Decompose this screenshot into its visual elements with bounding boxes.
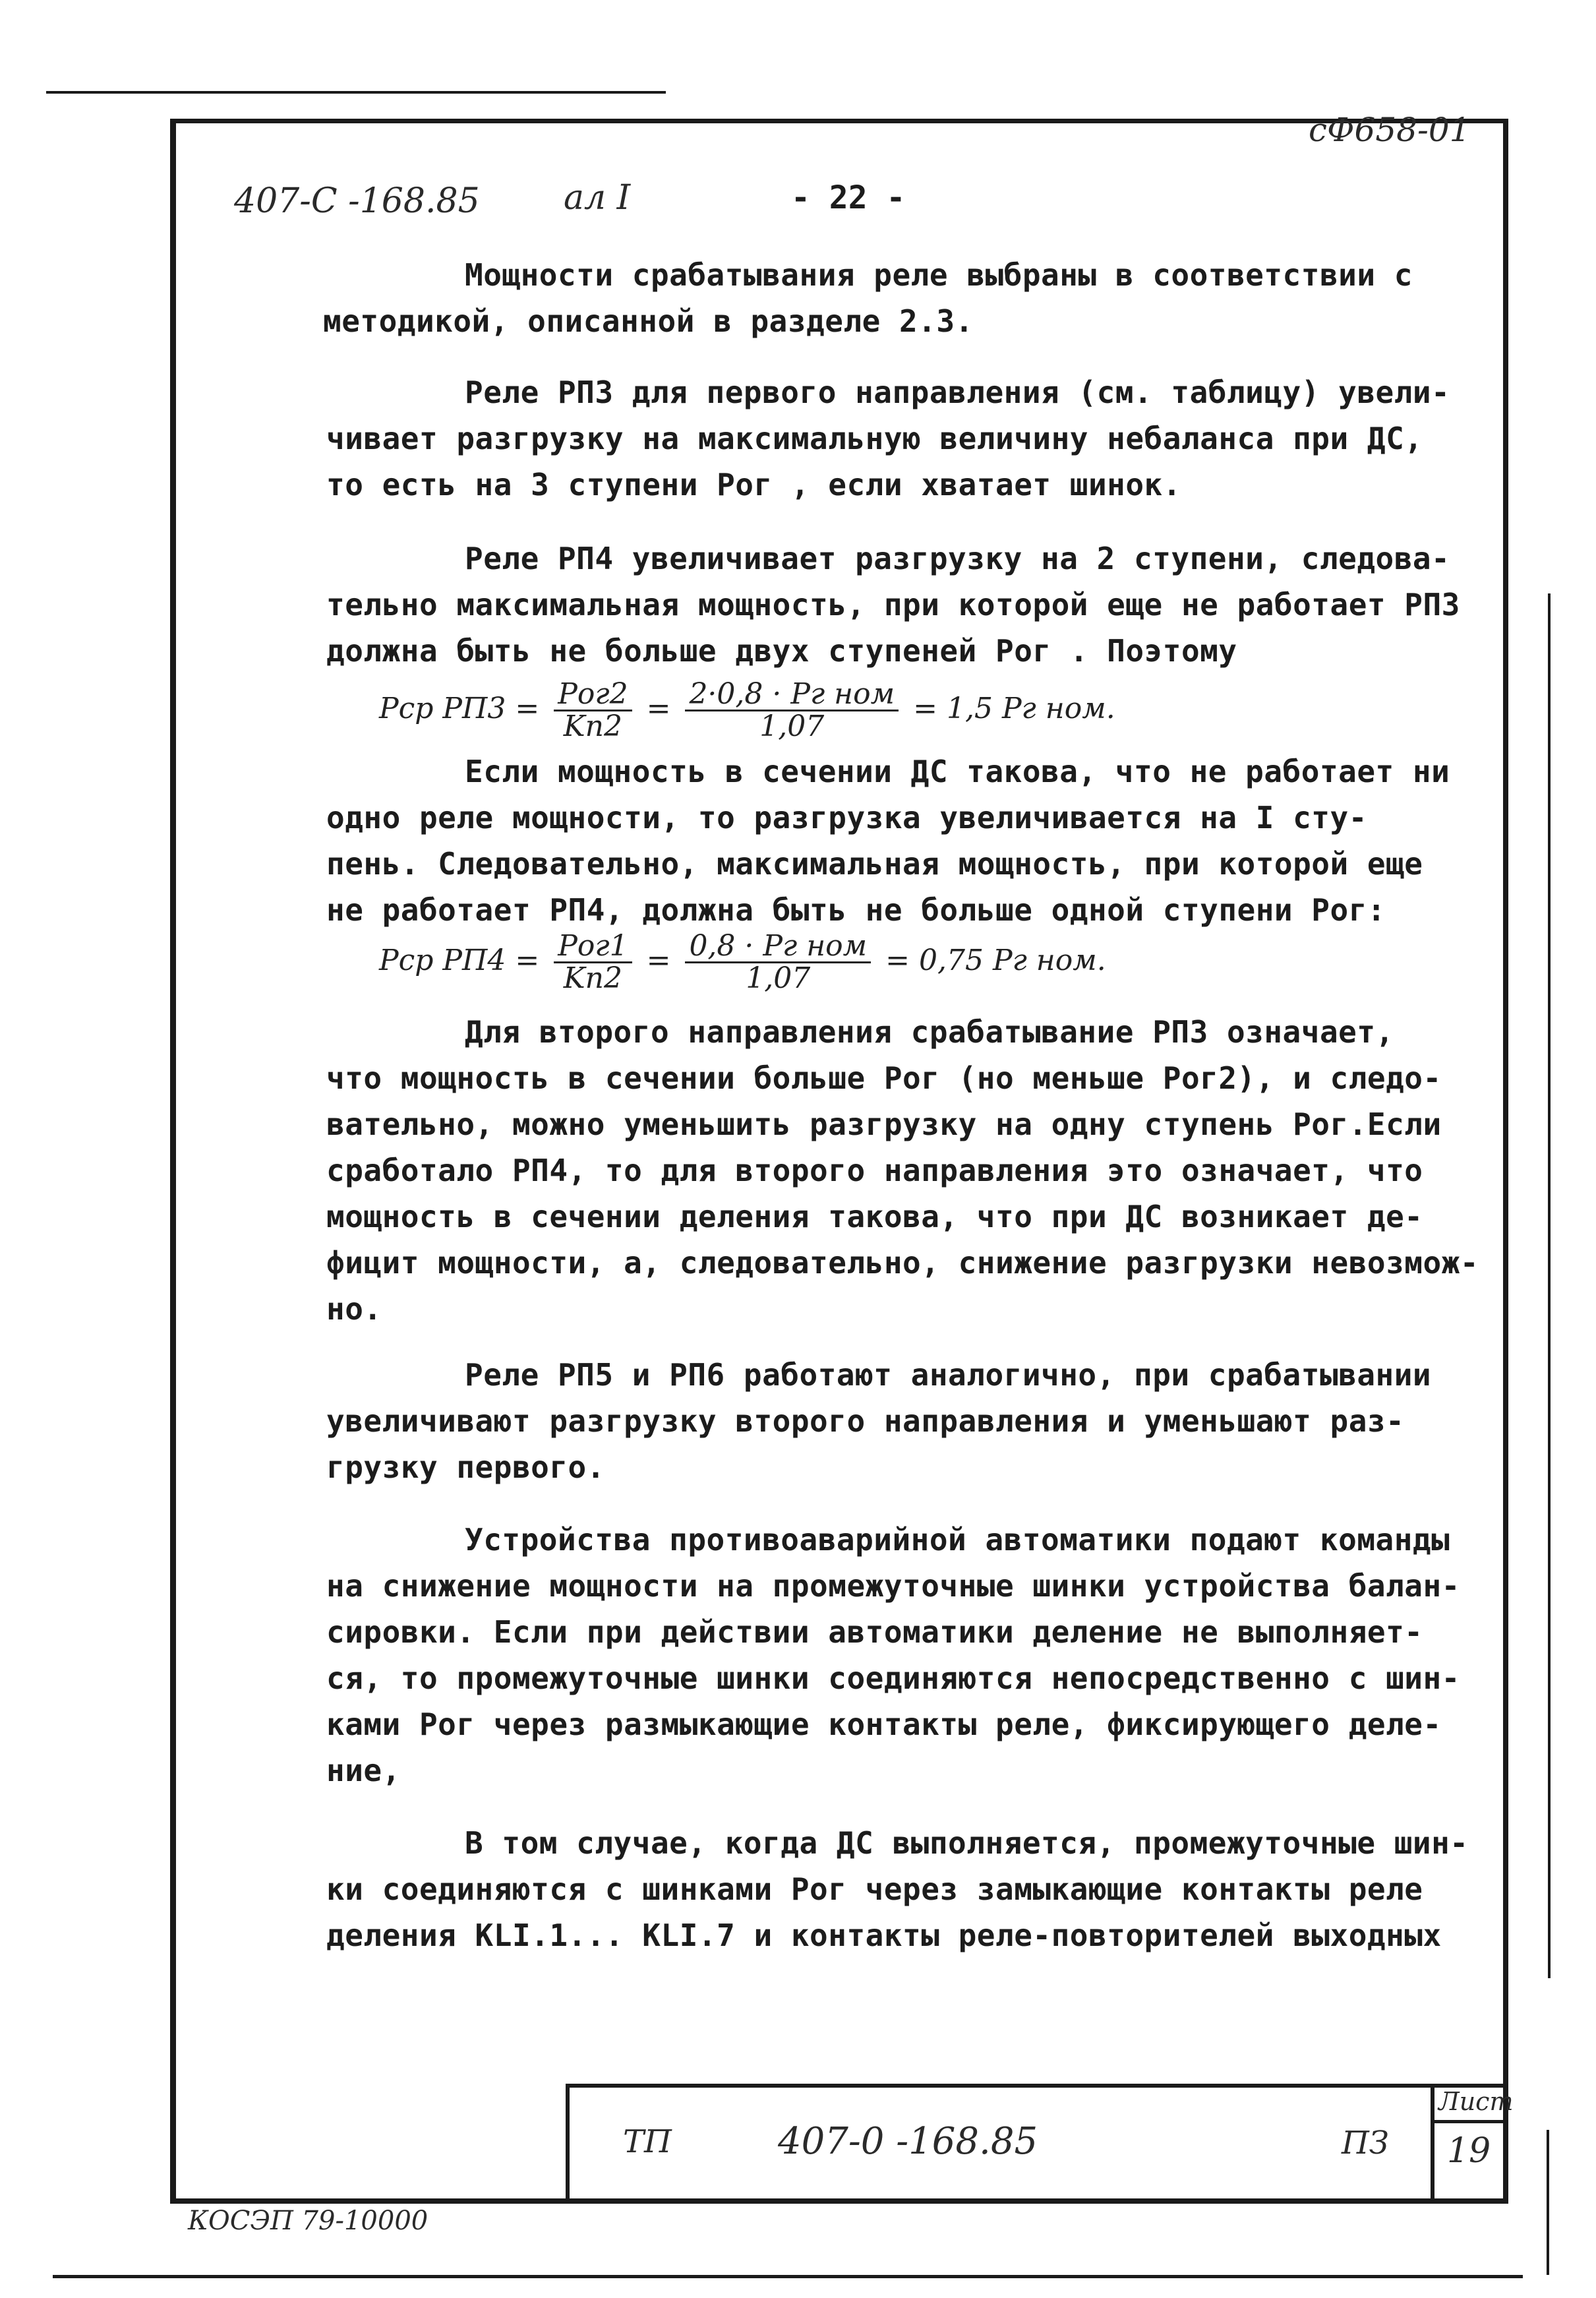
text-line: Если мощность в сечении ДС такова, что не работает ни (465, 754, 1450, 789)
right-margin-rule-lower (1547, 2130, 1549, 2275)
title-block-section: ПЗ (1342, 2125, 1389, 2162)
text-line: Реле РП4 увеличивает разгрузку на 2 ступени, следова- (465, 541, 1450, 576)
fraction (685, 679, 899, 742)
paragraph-2 (326, 369, 1450, 508)
text-line: фицит мощности, а, следовательно, снижение разгрузки невозмож- (326, 1245, 1479, 1281)
fraction-numerator: 2·0,8 · Pг ном (685, 679, 899, 711)
bottom-rule (53, 2275, 1523, 2278)
frame-bottom (170, 2198, 1508, 2204)
fraction (685, 931, 871, 994)
text-line: увеличивают разгрузку второго направления и уменьшают раз- (326, 1403, 1405, 1439)
title-block-prefix: ТП (623, 2123, 672, 2160)
text-line: деления KLI.1... KLI.7 и контакты реле-повторителей выходных (326, 1918, 1442, 1953)
footer-stamp: КОСЭП 79-10000 (188, 2206, 429, 2236)
text-line: методикой, описанной в разделе 2.3. (323, 303, 974, 339)
fraction-denominator: Kп2 (563, 710, 622, 743)
text-line: Для второго направления срабатывание РП3 означает, (465, 1014, 1394, 1050)
paragraph-4 (326, 748, 1450, 933)
text-line: чивает разгрузку на максимальную величину небаланса при ДС, (326, 421, 1423, 456)
formula-lhs: Pср РП4 = (379, 944, 540, 977)
frame-top (170, 119, 1507, 123)
paragraph-7 (326, 1517, 1460, 1794)
text-line: вательно, можно уменьшить разгрузку на одну ступень Pог.Если (326, 1106, 1442, 1142)
text-line: тельно максимальная мощность, при которой еще не работает РП3 (326, 587, 1460, 622)
header-doc-code: 407-С -168.85 (234, 181, 480, 221)
right-margin-rule (1548, 593, 1551, 1978)
formula-lhs: Pср РП3 = (379, 692, 540, 725)
title-block-top (567, 2084, 1506, 2088)
fraction (554, 931, 632, 994)
text-line: что мощность в сечении больше Pог (но меньше Pог2), и следо- (326, 1060, 1442, 1096)
paragraph-5 (326, 1009, 1479, 1332)
text-line: на снижение мощности на промежуточные шинки устройства балан- (326, 1568, 1460, 1604)
fraction-numerator: Pог1 (554, 931, 632, 963)
paragraph-8 (326, 1820, 1469, 1958)
corner-code: сФ658-01 (1309, 111, 1471, 149)
fraction-denominator: 1,07 (759, 710, 825, 743)
title-block-left (566, 2084, 570, 2202)
text-line: пень. Следовательно, максимальная мощность, при которой еще (326, 846, 1423, 882)
text-line: грузку первого. (326, 1449, 605, 1485)
fraction-denominator: 1,07 (746, 961, 811, 995)
text-line: не работает РП4, должна быть не больше одной ступени Pог: (326, 892, 1386, 928)
text-line: Устройства противоаварийной автоматики подают команды (465, 1522, 1450, 1557)
paragraph-3 (326, 535, 1460, 674)
top-rule (46, 91, 666, 94)
text-line: то есть на 3 ступени Pог , если хватает шинок. (326, 467, 1181, 502)
paragraph-1 (323, 252, 1413, 344)
formula-rp4 (379, 931, 1106, 994)
title-block-code: 407-0 -168.85 (778, 2120, 1038, 2163)
sheet-number: 19 (1447, 2131, 1491, 2171)
formula-result: = 1,5 Pг ном. (913, 692, 1115, 725)
header-album: ал I (564, 178, 631, 218)
fraction-numerator: Pог2 (554, 679, 632, 711)
text-line: но. (326, 1291, 382, 1327)
fraction (554, 679, 632, 742)
frame-left (170, 119, 176, 2202)
text-line: Реле РП3 для первого направления (см. таблицу) увели- (465, 375, 1450, 410)
sheet-label: Лист (1438, 2087, 1514, 2116)
title-block-divider (1431, 2084, 1434, 2202)
text-line: мощность в сечении деления такова, что при ДС возникает де- (326, 1199, 1423, 1234)
text-line: ние, (326, 1753, 401, 1788)
formula-operator: = (646, 944, 671, 977)
text-line: ками Pог через размыкающие контакты реле, фиксирующего деле- (326, 1707, 1442, 1742)
header-page-num: - 22 - (791, 179, 906, 216)
fraction-denominator: Kп2 (563, 961, 622, 995)
text-line: сработало РП4, то для второго направления это означает, что (326, 1153, 1423, 1188)
text-line: сировки. Если при действии автоматики деление не выполняет- (326, 1614, 1423, 1650)
text-line: должна быть не больше двух ступеней Pог . Поэтому (326, 633, 1237, 669)
title-block-sheet-divider (1431, 2120, 1504, 2123)
text-line: ся, то промежуточные шинки соединяются непосредственно с шин- (326, 1660, 1460, 1696)
formula-result: = 0,75 Pг ном. (885, 944, 1106, 977)
frame-right (1503, 119, 1508, 2202)
formula-operator: = (646, 692, 671, 725)
text-line: Мощности срабатывания реле выбраны в соответствии с (465, 257, 1413, 293)
text-line: ки соединяются с шинками Pог через замыкающие контакты реле (326, 1871, 1423, 1907)
text-line: В том случае, когда ДС выполняется, промежуточные шин- (465, 1825, 1469, 1861)
text-line: одно реле мощности, то разгрузка увеличивается на I сту- (326, 800, 1367, 835)
paragraph-6 (326, 1352, 1431, 1490)
formula-rp3 (379, 679, 1115, 742)
text-line: Реле РП5 и РП6 работают аналогично, при срабатывании (465, 1357, 1432, 1393)
fraction-numerator: 0,8 · Pг ном (685, 931, 871, 963)
